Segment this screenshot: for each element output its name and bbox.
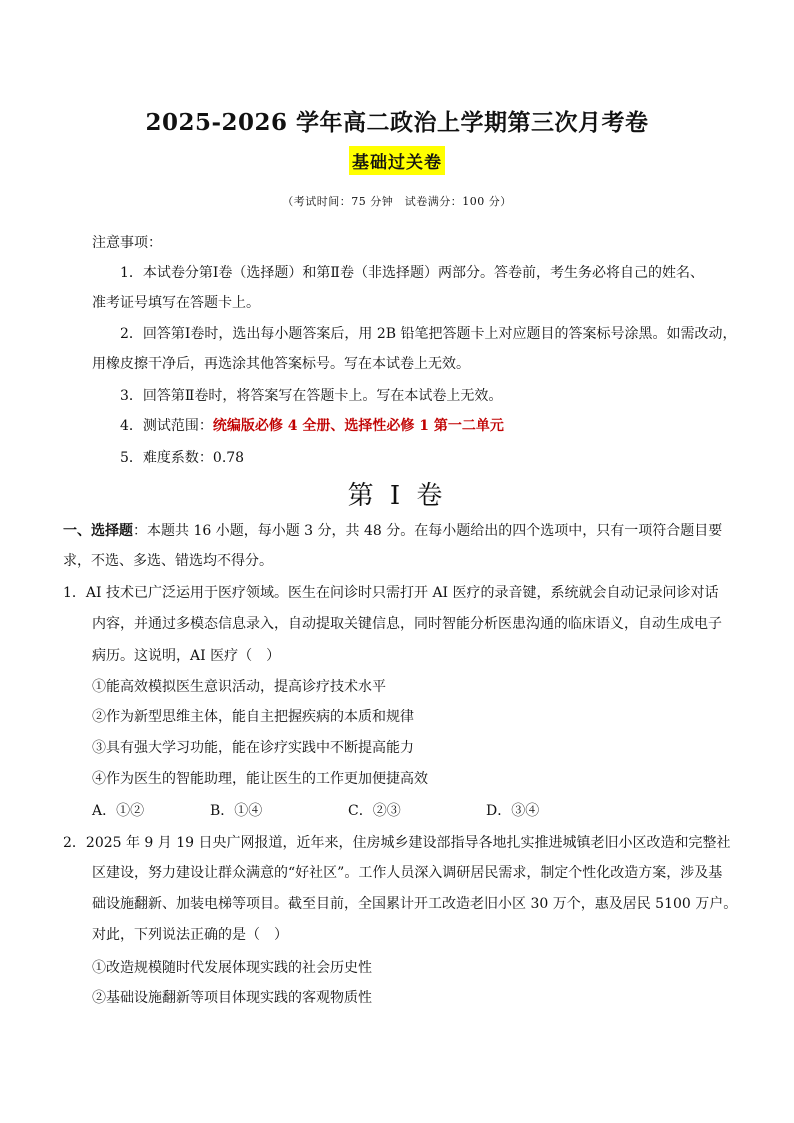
q1-statement-3: ③具有强大学习功能，能在诊疗实践中不断提高能力 (92, 740, 414, 756)
subtitle-wrap (0, 146, 794, 175)
section-intro-prefix: 一、选择题 (63, 523, 133, 539)
q1-stem-line-1: 1．AI 技术已广泛运用于医疗领域。医生在问诊时只需打开 AI 医疗的录音键，系统就会自动记录问诊对话 (63, 585, 719, 601)
q1-statement-1: ①能高效模拟医生意识活动，提高诊疗技术水平 (92, 679, 386, 695)
exam-time-score-info: （考试时间：75 分钟 试卷满分：100 分） (282, 195, 512, 208)
q1-options (92, 800, 539, 820)
notice-item-2-line-1: 2．回答第Ⅰ卷时，选出每小题答案后，用 2B 铅笔把答题卡上对应题目的答案标号涂黑。如需改动， (120, 326, 737, 342)
notice-item-1-line-2: 准考证号填写在答题卡上。 (92, 295, 260, 311)
section-intro-line-1 (63, 520, 722, 540)
q1-stem-line-2: 内容，并通过多模态信息录入，自动提取关键信息，同时智能分析医患沟通的临床语义，自动生成电子 (92, 616, 722, 632)
q1-statement-4: ④作为医生的智能助理，能让医生的工作更加便捷高效 (92, 771, 428, 787)
exam-title: 2025-2026 学年高二政治上学期第三次月考卷 (145, 109, 649, 136)
q1-option-a: A．①② (92, 803, 145, 819)
q2-stem-line-3: 础设施翻新、加装电梯等项目。截至目前，全国累计开工改造老旧小区 30 万个，惠及居民 5100 万户。 (92, 896, 738, 912)
section-title: 第 I 卷 (347, 481, 447, 511)
notice-heading: 注意事项： (92, 235, 162, 251)
section-intro-line-2: 求，不选、多选、错选均不得分。 (63, 553, 273, 569)
notice-item-4-prefix: 4．测试范围： (120, 418, 213, 434)
q2-stem-line-2: 区建设，努力建设让群众满意的“好社区”。工作人员深入调研居民需求，制定个性化改造方案，涉及基 (92, 865, 723, 881)
q1-stem-line-3: 病历。这说明，AI 医疗（ ） (92, 648, 281, 664)
q1-option-c: C．②③ (348, 803, 401, 819)
q2-statement-2: ②基础设施翻新等项目体现实践的客观物质性 (92, 990, 372, 1006)
notice-item-4 (120, 415, 504, 435)
notice-item-3: 3．回答第Ⅱ卷时，将答案写在答题卡上。写在本试卷上无效。 (120, 388, 503, 404)
q1-option-b: B．①④ (210, 803, 263, 819)
section-intro-rest: ：本题共 16 小题，每小题 3 分，共 48 分。在每小题给出的四个选项中，只有一项符合题目要 (133, 523, 723, 539)
test-scope-text: 统编版必修 4 全册、选择性必修 1 第一二单元 (212, 418, 504, 434)
q2-statement-1: ①改造规模随时代发展体现实践的社会历史性 (92, 960, 372, 976)
q2-stem-line-4: 对此，下列说法正确的是（ ） (92, 927, 288, 943)
q1-option-d: D．③④ (486, 803, 540, 819)
notice-item-2-line-2: 用橡皮擦干净后，再选涂其他答案标号。写在本试卷上无效。 (92, 356, 470, 372)
q1-statement-2: ②作为新型思维主体，能自主把握疾病的本质和规律 (92, 709, 414, 725)
notice-item-5: 5．难度系数：0.78 (120, 450, 245, 466)
exam-subtitle-highlight: 基础过关卷 (349, 146, 445, 175)
q2-stem-line-1: 2．2025 年 9 月 19 日央广网报道，近年来，住房城乡建设部指导各地扎实推进城镇老旧小区改造和完整社 (63, 835, 731, 851)
notice-item-1-line-1: 1．本试卷分第Ⅰ卷（选择题）和第Ⅱ卷（非选择题）两部分。答卷前，考生务必将自己的姓名、 (120, 265, 704, 281)
